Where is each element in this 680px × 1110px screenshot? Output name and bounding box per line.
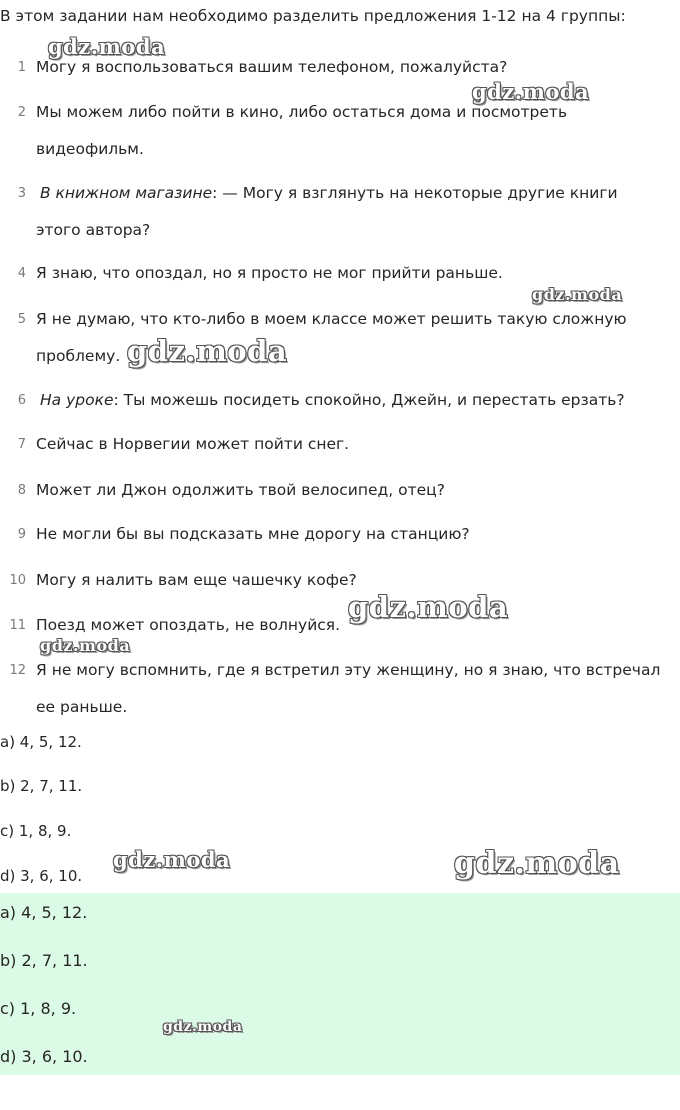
item-number: 10 — [9, 573, 26, 588]
watermark: gdz.moda — [472, 79, 590, 104]
watermark: gdz.moda — [127, 334, 288, 368]
item-number: 11 — [9, 618, 26, 633]
watermark: gdz.moda — [113, 847, 231, 872]
item-text-line — [40, 184, 618, 202]
item-text-continuation: проблему. — [36, 347, 121, 365]
watermark: gdz.moda — [163, 1019, 243, 1035]
item-number: 2 — [17, 105, 26, 120]
item-number: 6 — [17, 393, 26, 408]
item-text: Могу я налить вам еще чашечку кофе? — [36, 571, 357, 589]
answer-line: a) 4, 5, 12. — [0, 903, 88, 922]
watermark: gdz.moda — [348, 590, 509, 624]
item-text: Я знаю, что опоздал, но я просто не мог прийти раньше. — [36, 264, 503, 282]
item-text: Не могли бы вы подсказать мне дорогу на станцию? — [36, 525, 470, 543]
watermark: gdz.moda — [454, 846, 620, 881]
item-text: : Ты можешь посидеть спокойно, Джейн, и перестать ерзать? — [113, 391, 625, 409]
item-context-label: На уроке — [40, 391, 114, 409]
answer-line: d) 3, 6, 10. — [0, 1047, 88, 1066]
item-text: Может ли Джон одолжить твой велосипед, отец? — [36, 481, 445, 499]
item-text-line — [40, 391, 625, 409]
item-number: 5 — [17, 312, 26, 327]
item-text: Мы можем либо пойти в кино, либо остаться дома и посмотреть — [36, 103, 568, 121]
answer-line: a) 4, 5, 12. — [0, 733, 82, 751]
item-number: 1 — [17, 60, 26, 75]
watermark: gdz.moda — [532, 285, 623, 304]
item-context-label: В книжном магазине — [40, 184, 213, 202]
watermark: gdz.moda — [40, 636, 131, 655]
item-number: 4 — [17, 266, 26, 281]
item-text-continuation: ее раньше. — [36, 698, 128, 716]
item-number: 9 — [17, 527, 26, 542]
answer-line: c) 1, 8, 9. — [0, 822, 72, 840]
item-text: Поезд может опоздать, не волнуйся. — [36, 616, 341, 634]
item-text-continuation: видеофильм. — [36, 140, 144, 158]
watermark: gdz.moda — [48, 34, 166, 59]
answer-line: b) 2, 7, 11. — [0, 951, 88, 970]
item-number: 7 — [17, 437, 26, 452]
intro-text: В этом задании нам необходимо разделить предложения 1-12 на 4 группы: — [0, 7, 626, 25]
item-text: Я не могу вспомнить, где я встретил эту женщину, но я знаю, что встречал — [36, 661, 661, 679]
item-number: 12 — [9, 663, 26, 678]
answer-line: b) 2, 7, 11. — [0, 777, 83, 795]
answer-line: c) 1, 8, 9. — [0, 999, 77, 1018]
answer-line: d) 3, 6, 10. — [0, 867, 83, 885]
item-text: : — Могу я взглянуть на некоторые другие книги — [212, 184, 618, 202]
item-text: Я не думаю, что кто-либо в моем классе может решить такую сложную — [36, 310, 627, 328]
item-text-continuation: этого автора? — [36, 221, 151, 239]
item-text: Могу я воспользоваться вашим телефоном, пожалуйста? — [36, 58, 508, 76]
item-text: Сейчас в Норвегии может пойти снег. — [36, 435, 350, 453]
highlighted-answer-block — [0, 893, 680, 1075]
item-number: 3 — [17, 186, 26, 201]
item-number: 8 — [17, 483, 26, 498]
